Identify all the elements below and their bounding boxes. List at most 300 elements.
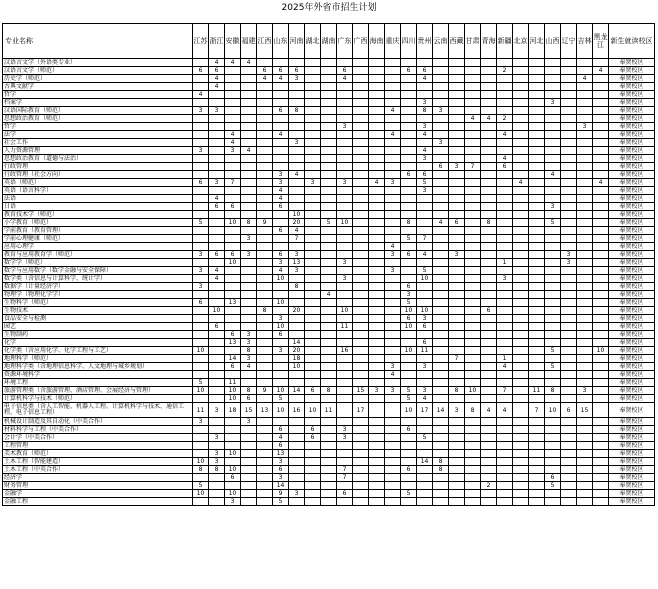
- major-name-cell: 园艺: [3, 323, 193, 331]
- quota-cell: 4: [209, 59, 225, 67]
- quota-cell: 3: [289, 267, 305, 275]
- table-row: [3, 315, 655, 323]
- major-name-cell: 土木工程（中英合作）: [3, 466, 193, 474]
- quota-cell: 3: [273, 259, 289, 267]
- quota-cell: [593, 283, 609, 291]
- quota-cell: 3: [449, 251, 465, 259]
- campus-cell: 奉贤校区: [609, 91, 655, 99]
- quota-cell: [257, 355, 273, 363]
- quota-cell: [209, 299, 225, 307]
- quota-cell: 6: [273, 67, 289, 75]
- quota-cell: 10: [193, 387, 209, 395]
- quota-cell: 15: [241, 403, 257, 418]
- quota-cell: [545, 139, 561, 147]
- quota-cell: [225, 163, 241, 171]
- quota-cell: [321, 251, 337, 259]
- quota-cell: [593, 339, 609, 347]
- quota-cell: [529, 147, 545, 155]
- quota-cell: [529, 179, 545, 187]
- major-name-cell: 古典文献学: [3, 83, 193, 91]
- table-row: [3, 355, 655, 363]
- quota-cell: [193, 75, 209, 83]
- quota-cell: 3: [433, 139, 449, 147]
- quota-cell: 5: [417, 434, 433, 442]
- quota-cell: 3: [225, 498, 241, 506]
- quota-cell: 3: [561, 251, 577, 259]
- quota-cell: 6: [273, 203, 289, 211]
- quota-cell: [465, 123, 481, 131]
- header-major: 专业名称: [3, 24, 193, 59]
- quota-cell: [353, 91, 369, 99]
- quota-cell: 4: [545, 171, 561, 179]
- quota-cell: [481, 235, 497, 243]
- quota-cell: [545, 331, 561, 339]
- quota-cell: [593, 155, 609, 163]
- quota-cell: 5: [401, 395, 417, 403]
- quota-cell: [385, 155, 401, 163]
- quota-cell: [241, 371, 257, 379]
- quota-cell: [225, 235, 241, 243]
- quota-cell: [241, 131, 257, 139]
- quota-cell: [417, 259, 433, 267]
- quota-cell: [433, 243, 449, 251]
- quota-cell: [353, 490, 369, 498]
- quota-cell: [305, 339, 321, 347]
- quota-cell: 5: [321, 219, 337, 227]
- quota-cell: [257, 131, 273, 139]
- header-province: 四川: [401, 24, 417, 59]
- quota-cell: [497, 171, 513, 179]
- quota-cell: [257, 147, 273, 155]
- quota-cell: [321, 450, 337, 458]
- quota-cell: [481, 395, 497, 403]
- quota-cell: [369, 482, 385, 490]
- quota-cell: [497, 83, 513, 91]
- quota-cell: [529, 107, 545, 115]
- quota-cell: [529, 59, 545, 67]
- major-name-cell: 电子信息类（含人工智能、机器人工程、计算机科学与技术、通信工程、电子信息工程）: [3, 403, 193, 418]
- quota-cell: [241, 482, 257, 490]
- quota-cell: [577, 203, 593, 211]
- quota-cell: [321, 163, 337, 171]
- quota-cell: 3: [337, 275, 353, 283]
- quota-cell: [401, 259, 417, 267]
- major-name-cell: 资源环境科学: [3, 371, 193, 379]
- quota-cell: 6: [193, 179, 209, 187]
- quota-cell: 3: [417, 315, 433, 323]
- quota-cell: [497, 195, 513, 203]
- quota-cell: [193, 171, 209, 179]
- quota-cell: [433, 418, 449, 426]
- quota-cell: [369, 227, 385, 235]
- quota-cell: [257, 267, 273, 275]
- quota-cell: [577, 339, 593, 347]
- quota-cell: [497, 91, 513, 99]
- quota-cell: [593, 259, 609, 267]
- quota-cell: [369, 275, 385, 283]
- campus-cell: 奉贤校区: [609, 339, 655, 347]
- quota-cell: [273, 83, 289, 91]
- quota-cell: 10: [337, 307, 353, 315]
- quota-cell: [497, 291, 513, 299]
- quota-cell: [545, 243, 561, 251]
- quota-cell: [561, 347, 577, 355]
- quota-cell: 4: [241, 147, 257, 155]
- quota-cell: [385, 227, 401, 235]
- quota-cell: 4: [497, 403, 513, 418]
- table-row: [3, 211, 655, 219]
- major-name-cell: 教育技术学（师范）: [3, 211, 193, 219]
- quota-cell: [433, 371, 449, 379]
- quota-cell: [273, 211, 289, 219]
- quota-cell: [561, 59, 577, 67]
- quota-cell: [353, 219, 369, 227]
- quota-cell: [577, 171, 593, 179]
- quota-cell: 4: [209, 83, 225, 91]
- quota-cell: 6: [193, 67, 209, 75]
- quota-cell: [257, 291, 273, 299]
- quota-cell: [257, 243, 273, 251]
- major-name-cell: 汉语国际教育（师范）: [3, 107, 193, 115]
- quota-cell: [321, 474, 337, 482]
- table-row: [3, 227, 655, 235]
- quota-cell: [545, 187, 561, 195]
- quota-cell: [449, 498, 465, 506]
- quota-cell: [225, 323, 241, 331]
- quota-cell: 10: [193, 347, 209, 355]
- quota-cell: [481, 99, 497, 107]
- quota-cell: 3: [369, 387, 385, 395]
- quota-cell: 10: [401, 323, 417, 331]
- quota-cell: [593, 251, 609, 259]
- campus-cell: 奉贤校区: [609, 195, 655, 203]
- table-row: [3, 75, 655, 83]
- quota-cell: [289, 315, 305, 323]
- quota-cell: [449, 275, 465, 283]
- quota-cell: [545, 395, 561, 403]
- quota-cell: [449, 426, 465, 434]
- quota-cell: [369, 195, 385, 203]
- table-row: [3, 466, 655, 474]
- quota-cell: [337, 107, 353, 115]
- quota-cell: [241, 275, 257, 283]
- quota-cell: [321, 498, 337, 506]
- quota-cell: [593, 466, 609, 474]
- quota-cell: [465, 203, 481, 211]
- quota-cell: [561, 123, 577, 131]
- quota-cell: [433, 123, 449, 131]
- quota-cell: [561, 163, 577, 171]
- quota-cell: [321, 307, 337, 315]
- quota-cell: 6: [401, 283, 417, 291]
- quota-cell: [529, 243, 545, 251]
- major-name-cell: 食品安全与检测: [3, 315, 193, 323]
- quota-cell: 6: [401, 466, 417, 474]
- quota-cell: [401, 91, 417, 99]
- quota-cell: 6: [545, 474, 561, 482]
- quota-cell: 10: [465, 387, 481, 395]
- quota-cell: [353, 211, 369, 219]
- quota-cell: [593, 171, 609, 179]
- quota-cell: [337, 482, 353, 490]
- quota-cell: [385, 347, 401, 355]
- quota-cell: [369, 347, 385, 355]
- quota-cell: 11: [337, 323, 353, 331]
- quota-cell: [385, 115, 401, 123]
- quota-cell: [353, 83, 369, 91]
- quota-cell: 4: [225, 131, 241, 139]
- table-row: [3, 387, 655, 395]
- quota-cell: [353, 187, 369, 195]
- quota-cell: [321, 147, 337, 155]
- quota-cell: [209, 331, 225, 339]
- quota-cell: [401, 267, 417, 275]
- quota-cell: [321, 323, 337, 331]
- quota-cell: [545, 59, 561, 67]
- header-province: 青海: [481, 24, 497, 59]
- quota-cell: [305, 482, 321, 490]
- quota-cell: 16: [337, 347, 353, 355]
- quota-cell: [561, 195, 577, 203]
- quota-cell: 6: [289, 67, 305, 75]
- quota-cell: 3: [209, 179, 225, 187]
- quota-cell: [433, 259, 449, 267]
- quota-cell: [561, 434, 577, 442]
- quota-cell: [561, 323, 577, 331]
- quota-cell: [369, 395, 385, 403]
- quota-cell: [225, 91, 241, 99]
- quota-cell: 9: [257, 219, 273, 227]
- quota-cell: [529, 490, 545, 498]
- quota-cell: [433, 363, 449, 371]
- quota-cell: [529, 307, 545, 315]
- quota-cell: [497, 331, 513, 339]
- quota-cell: [257, 179, 273, 187]
- quota-cell: [529, 474, 545, 482]
- quota-cell: [577, 490, 593, 498]
- quota-cell: [385, 458, 401, 466]
- quota-cell: [241, 466, 257, 474]
- quota-cell: [561, 83, 577, 91]
- quota-cell: [497, 139, 513, 147]
- quota-cell: [401, 418, 417, 426]
- quota-cell: [561, 203, 577, 211]
- quota-cell: [353, 155, 369, 163]
- quota-cell: [225, 107, 241, 115]
- quota-cell: [545, 147, 561, 155]
- quota-cell: [545, 83, 561, 91]
- major-name-cell: 物理学（物理化学学）: [3, 291, 193, 299]
- quota-cell: [305, 83, 321, 91]
- quota-cell: [513, 131, 529, 139]
- quota-cell: [241, 195, 257, 203]
- quota-cell: [209, 243, 225, 251]
- quota-cell: 10: [401, 347, 417, 355]
- quota-cell: [321, 187, 337, 195]
- quota-cell: [257, 251, 273, 259]
- quota-cell: [417, 426, 433, 434]
- quota-cell: 10: [225, 450, 241, 458]
- quota-cell: [593, 442, 609, 450]
- quota-cell: [401, 371, 417, 379]
- quota-cell: [305, 99, 321, 107]
- quota-cell: [577, 498, 593, 506]
- quota-cell: [321, 458, 337, 466]
- quota-cell: [337, 387, 353, 395]
- quota-cell: [481, 171, 497, 179]
- quota-cell: [545, 466, 561, 474]
- quota-cell: [209, 482, 225, 490]
- quota-cell: [449, 299, 465, 307]
- quota-cell: [321, 442, 337, 450]
- quota-cell: [401, 442, 417, 450]
- quota-cell: 6: [305, 387, 321, 395]
- quota-cell: [225, 458, 241, 466]
- quota-cell: [513, 482, 529, 490]
- quota-cell: [257, 115, 273, 123]
- quota-cell: 8: [401, 219, 417, 227]
- quota-cell: [305, 131, 321, 139]
- campus-cell: 奉贤校区: [609, 187, 655, 195]
- quota-cell: [577, 434, 593, 442]
- quota-cell: [401, 211, 417, 219]
- quota-cell: [593, 235, 609, 243]
- quota-cell: [513, 291, 529, 299]
- quota-cell: [337, 155, 353, 163]
- quota-cell: [241, 187, 257, 195]
- quota-cell: [193, 323, 209, 331]
- quota-cell: 4: [209, 75, 225, 83]
- quota-cell: [401, 450, 417, 458]
- quota-cell: [465, 275, 481, 283]
- quota-cell: 4: [289, 227, 305, 235]
- quota-cell: [481, 339, 497, 347]
- quota-cell: 8: [433, 458, 449, 466]
- quota-cell: [449, 323, 465, 331]
- quota-cell: [577, 379, 593, 387]
- quota-cell: [193, 371, 209, 379]
- quota-cell: 8: [321, 387, 337, 395]
- quota-cell: 3: [305, 179, 321, 187]
- header-province: 河南: [289, 24, 305, 59]
- quota-cell: [577, 331, 593, 339]
- quota-cell: [321, 131, 337, 139]
- header-province: 北京: [513, 24, 529, 59]
- campus-cell: 奉贤校区: [609, 227, 655, 235]
- quota-cell: [465, 426, 481, 434]
- quota-cell: [369, 299, 385, 307]
- quota-cell: [369, 450, 385, 458]
- quota-cell: [449, 243, 465, 251]
- quota-cell: [513, 155, 529, 163]
- quota-cell: [513, 123, 529, 131]
- quota-cell: [465, 450, 481, 458]
- quota-cell: [305, 283, 321, 291]
- quota-cell: 4: [273, 75, 289, 83]
- quota-cell: [305, 442, 321, 450]
- quota-cell: [305, 235, 321, 243]
- quota-cell: 8: [545, 387, 561, 395]
- quota-cell: [353, 163, 369, 171]
- quota-cell: [577, 131, 593, 139]
- quota-cell: [289, 434, 305, 442]
- quota-cell: [353, 147, 369, 155]
- quota-cell: [481, 387, 497, 395]
- quota-cell: [465, 107, 481, 115]
- quota-cell: [545, 379, 561, 387]
- quota-cell: 6: [305, 434, 321, 442]
- quota-cell: [465, 171, 481, 179]
- quota-cell: [193, 203, 209, 211]
- quota-cell: 14: [289, 339, 305, 347]
- quota-cell: [497, 243, 513, 251]
- quota-cell: [449, 339, 465, 347]
- quota-cell: [593, 299, 609, 307]
- quota-cell: [353, 347, 369, 355]
- quota-cell: [513, 379, 529, 387]
- quota-cell: [193, 442, 209, 450]
- quota-cell: [401, 147, 417, 155]
- quota-cell: [401, 59, 417, 67]
- major-name-cell: 小学教育（师范）: [3, 219, 193, 227]
- quota-cell: [289, 179, 305, 187]
- quota-cell: [593, 187, 609, 195]
- quota-cell: [593, 75, 609, 83]
- quota-cell: [209, 139, 225, 147]
- quota-cell: [465, 315, 481, 323]
- quota-cell: [497, 147, 513, 155]
- quota-cell: [529, 227, 545, 235]
- quota-cell: [337, 291, 353, 299]
- quota-cell: 3: [225, 147, 241, 155]
- quota-cell: [209, 211, 225, 219]
- quota-cell: 10: [593, 347, 609, 355]
- quota-cell: [529, 163, 545, 171]
- quota-cell: [385, 171, 401, 179]
- quota-cell: [273, 115, 289, 123]
- quota-cell: [241, 227, 257, 235]
- quota-cell: [369, 107, 385, 115]
- quota-cell: [369, 291, 385, 299]
- quota-cell: [353, 395, 369, 403]
- quota-cell: [257, 203, 273, 211]
- quota-cell: [481, 203, 497, 211]
- quota-cell: [593, 211, 609, 219]
- quota-cell: [513, 171, 529, 179]
- quota-cell: [545, 490, 561, 498]
- quota-cell: [545, 227, 561, 235]
- major-name-cell: 哲学: [3, 123, 193, 131]
- quota-cell: [193, 83, 209, 91]
- quota-cell: 4: [417, 75, 433, 83]
- quota-cell: [593, 426, 609, 434]
- quota-cell: [449, 363, 465, 371]
- quota-cell: [417, 498, 433, 506]
- quota-cell: [305, 91, 321, 99]
- quota-cell: 3: [193, 418, 209, 426]
- quota-cell: [561, 227, 577, 235]
- quota-cell: 8: [241, 347, 257, 355]
- quota-cell: [353, 107, 369, 115]
- quota-cell: [497, 371, 513, 379]
- quota-cell: [241, 67, 257, 75]
- quota-cell: [545, 115, 561, 123]
- quota-cell: 3: [241, 339, 257, 347]
- quota-cell: [321, 426, 337, 434]
- quota-cell: [465, 91, 481, 99]
- quota-cell: 13: [225, 299, 241, 307]
- quota-cell: [465, 179, 481, 187]
